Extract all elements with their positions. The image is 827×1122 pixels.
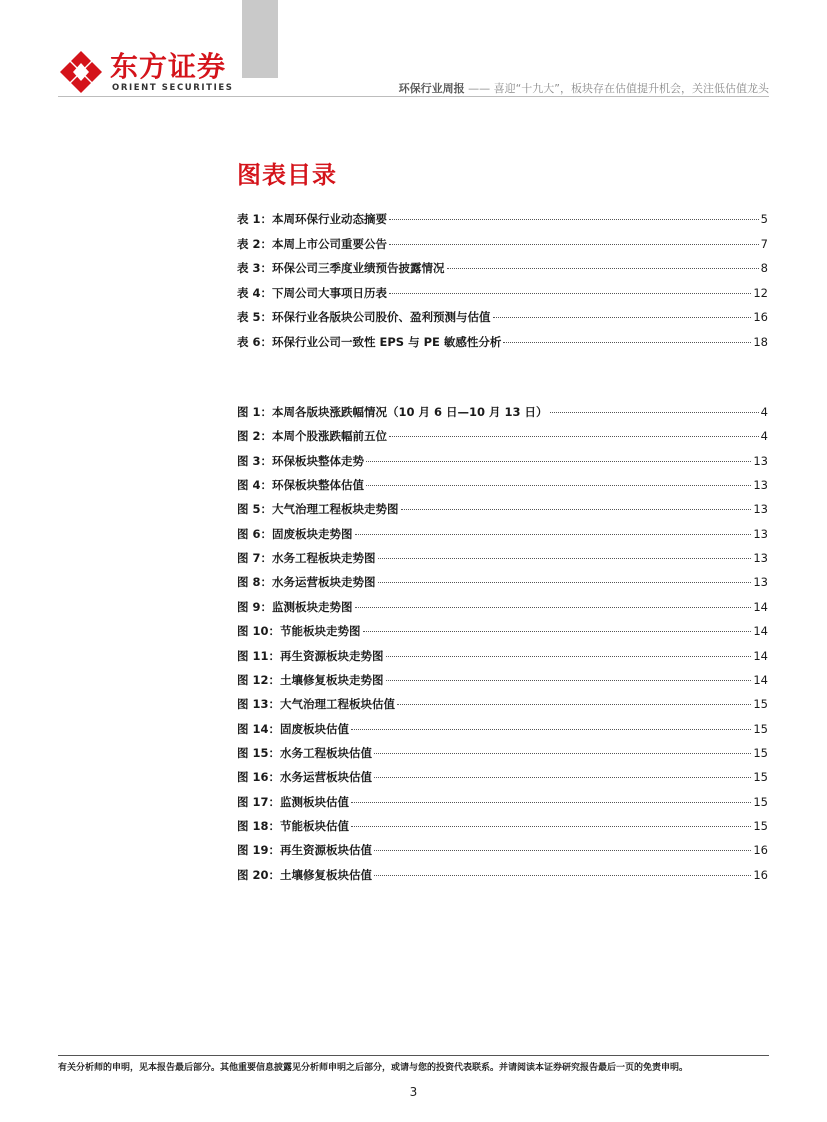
figure-toc-entry-page: 14: [753, 599, 768, 614]
dot-leader: [389, 293, 751, 294]
dot-leader: [378, 558, 752, 559]
table-toc-entry[interactable]: [237, 260, 768, 278]
figure-toc-entry[interactable]: [237, 574, 768, 592]
footer-disclaimer: 有关分析师的申明，见本报告最后部分。其他重要信息披露见分析师申明之后部分，或请与您的投资代表联系。并请阅读本证券研究报告最后一页的免责申明。: [58, 1063, 689, 1073]
page-number: 3: [409, 1085, 418, 1099]
dot-leader: [351, 802, 751, 803]
figure-toc-entry[interactable]: [237, 672, 768, 690]
report-series: 环保行业周报: [398, 82, 465, 95]
table-toc-entry-label: 表 6：环保行业公司一致性 EPS 与 PE 敏感性分析: [237, 335, 502, 349]
figure-toc-entry[interactable]: [237, 818, 768, 836]
figure-toc-entry[interactable]: [237, 526, 768, 544]
dot-leader: [378, 582, 752, 583]
logo-mark-icon: [58, 50, 104, 94]
figure-toc-entry[interactable]: [237, 696, 768, 714]
table-toc-entry[interactable]: [237, 211, 768, 229]
dot-leader: [355, 607, 752, 608]
dot-leader: [374, 777, 751, 778]
dot-leader: [374, 850, 751, 851]
figure-toc-entry[interactable]: [237, 477, 768, 495]
figure-toc-entry-label: 图 3：环保板块整体走势: [237, 453, 365, 468]
figure-toc-entry-page: 15: [753, 745, 768, 760]
dot-leader: [386, 656, 752, 657]
dot-leader: [503, 342, 751, 343]
logo-english-text: ORIENT SECURITIES: [112, 83, 234, 93]
figure-toc-entry-label: 图 10：节能板块走势图: [237, 624, 361, 639]
figure-toc-entry-page: 13: [753, 575, 768, 590]
figure-toc-entry[interactable]: [237, 404, 768, 422]
report-header-title: [399, 80, 769, 96]
dot-leader: [550, 412, 759, 413]
figure-toc-entry-page: 4: [760, 405, 768, 419]
figure-toc-entry[interactable]: [237, 842, 768, 860]
figure-toc-entry-label: 图 12：土壤修复板块走势图: [237, 672, 384, 687]
figure-toc-entry-page: 15: [753, 697, 768, 712]
figure-toc-entry-label: 图 13：大气治理工程板块估值: [237, 697, 396, 712]
figure-toc-entry-label: 图 7：水务工程板块走势图: [237, 551, 376, 566]
figure-toc-entry-label: 图 11：再生资源板块走势图: [237, 648, 384, 663]
figure-toc-entry-label: 图 2：本周个股涨跌幅前五位: [237, 429, 388, 444]
table-toc-entry[interactable]: [237, 236, 768, 254]
dot-leader: [401, 509, 752, 510]
figure-toc-entry-page: 13: [753, 478, 768, 493]
table-toc-entry-page: 18: [753, 335, 768, 349]
figure-toc-entry-label: 图 17：监测板块估值: [237, 794, 350, 809]
figure-toc-entry-page: 15: [753, 721, 768, 736]
figure-toc-entry-label: 图 4：环保板块整体估值: [237, 478, 365, 493]
figure-toc-entry[interactable]: [237, 428, 768, 446]
table-toc-entry[interactable]: [237, 334, 768, 352]
dot-leader: [447, 268, 759, 269]
figure-toc-entry-page: 14: [753, 672, 768, 687]
figure-toc-entry[interactable]: [237, 721, 768, 739]
dot-leader: [397, 704, 751, 705]
dot-leader: [351, 729, 751, 730]
table-toc-entry-label: 表 2：本周上市公司重要公告: [237, 236, 388, 251]
table-toc-entry-page: 7: [760, 236, 768, 251]
figure-toc-entry-label: 图 18：节能板块估值: [237, 818, 350, 833]
figure-toc-entry-page: 16: [753, 867, 768, 882]
dot-leader: [363, 631, 752, 632]
dot-leader: [374, 753, 751, 754]
figure-toc-entry-page: 13: [753, 502, 768, 517]
figure-toc-entry[interactable]: [237, 501, 768, 519]
figure-toc-entry-label: 图 20：土壤修复板块估值: [237, 867, 373, 882]
table-toc-entry-label: 表 3：环保公司三季度业绩预告披露情况: [237, 261, 445, 276]
figure-toc-entry[interactable]: [237, 867, 768, 885]
figure-toc-entry-page: 14: [753, 648, 768, 663]
figure-toc-entry[interactable]: [237, 648, 768, 666]
table-toc-entry-label: 表 1：本周环保行业动态摘要: [237, 212, 388, 226]
figure-toc-entry-label: 图 16：水务运营板块估值: [237, 770, 373, 785]
dot-leader: [366, 485, 751, 486]
figure-toc-entry-page: 15: [753, 794, 768, 809]
figure-toc-entry[interactable]: [237, 769, 768, 787]
header-divider: [58, 96, 769, 97]
dot-leader: [389, 436, 759, 437]
report-subtitle: —— 喜迎“十九大”，板块存在估值提升机会，关注低估值龙头: [468, 82, 769, 95]
footer-divider: [58, 1055, 769, 1056]
table-toc-entry-page: 8: [760, 261, 768, 276]
figure-toc-entry[interactable]: [237, 550, 768, 568]
figure-toc-entry-label: 图 9：监测板块走势图: [237, 599, 353, 614]
figure-toc-entry-label: 图 19：再生资源板块估值: [237, 843, 373, 858]
figure-toc-entry[interactable]: [237, 794, 768, 812]
figure-toc-entry-page: 15: [753, 818, 768, 833]
figure-toc-entry-label: 图 14：固废板块估值: [237, 721, 350, 736]
figure-toc-entry-label: 图 15：水务工程板块估值: [237, 745, 373, 760]
table-toc-entry-page: 5: [760, 212, 768, 226]
figure-toc-entry-label: 图 5：大气治理工程板块走势图: [237, 502, 399, 517]
table-toc-entry[interactable]: [237, 309, 768, 327]
dot-leader: [366, 461, 751, 462]
figure-toc-entry-page: 15: [753, 770, 768, 785]
figure-toc-entry-page: 14: [753, 624, 768, 639]
dot-leader: [386, 680, 752, 681]
table-toc-entry-page: 16: [753, 310, 768, 325]
figure-toc-entry-page: 13: [753, 526, 768, 541]
dot-leader: [389, 244, 759, 245]
table-toc-entry[interactable]: [237, 285, 768, 303]
dot-leader: [389, 219, 759, 220]
toc-title: 图表目录: [237, 161, 337, 189]
table-toc-entry-label: 表 5：环保行业各版块公司股价、盈利预测与估值: [237, 310, 491, 325]
dot-leader: [355, 534, 752, 535]
figure-toc-entry[interactable]: [237, 623, 768, 641]
figure-toc-entry-label: 图 1：本周各版块涨跌幅情况（10 月 6 日—10 月 13 日）: [237, 405, 548, 419]
figure-toc-entry-page: 16: [753, 843, 768, 858]
dot-leader: [493, 317, 752, 318]
figure-toc-entry-label: 图 6：固废板块走势图: [237, 526, 353, 541]
company-logo: [58, 50, 278, 94]
figure-toc-entry[interactable]: [237, 745, 768, 763]
dot-leader: [351, 826, 751, 827]
figure-toc-entry-page: 4: [760, 429, 768, 444]
figure-toc-entry-page: 13: [753, 453, 768, 468]
table-toc-entry-label: 表 4：下周公司大事项日历表: [237, 285, 388, 300]
dot-leader: [374, 875, 751, 876]
figure-toc-entry[interactable]: [237, 599, 768, 617]
figure-toc-entry[interactable]: [237, 453, 768, 471]
figure-toc-entry-label: 图 8：水务运营板块走势图: [237, 575, 376, 590]
logo-chinese-text: 东方证券: [110, 50, 227, 83]
table-toc-entry-page: 12: [753, 285, 768, 300]
figure-toc-entry-page: 13: [753, 551, 768, 566]
